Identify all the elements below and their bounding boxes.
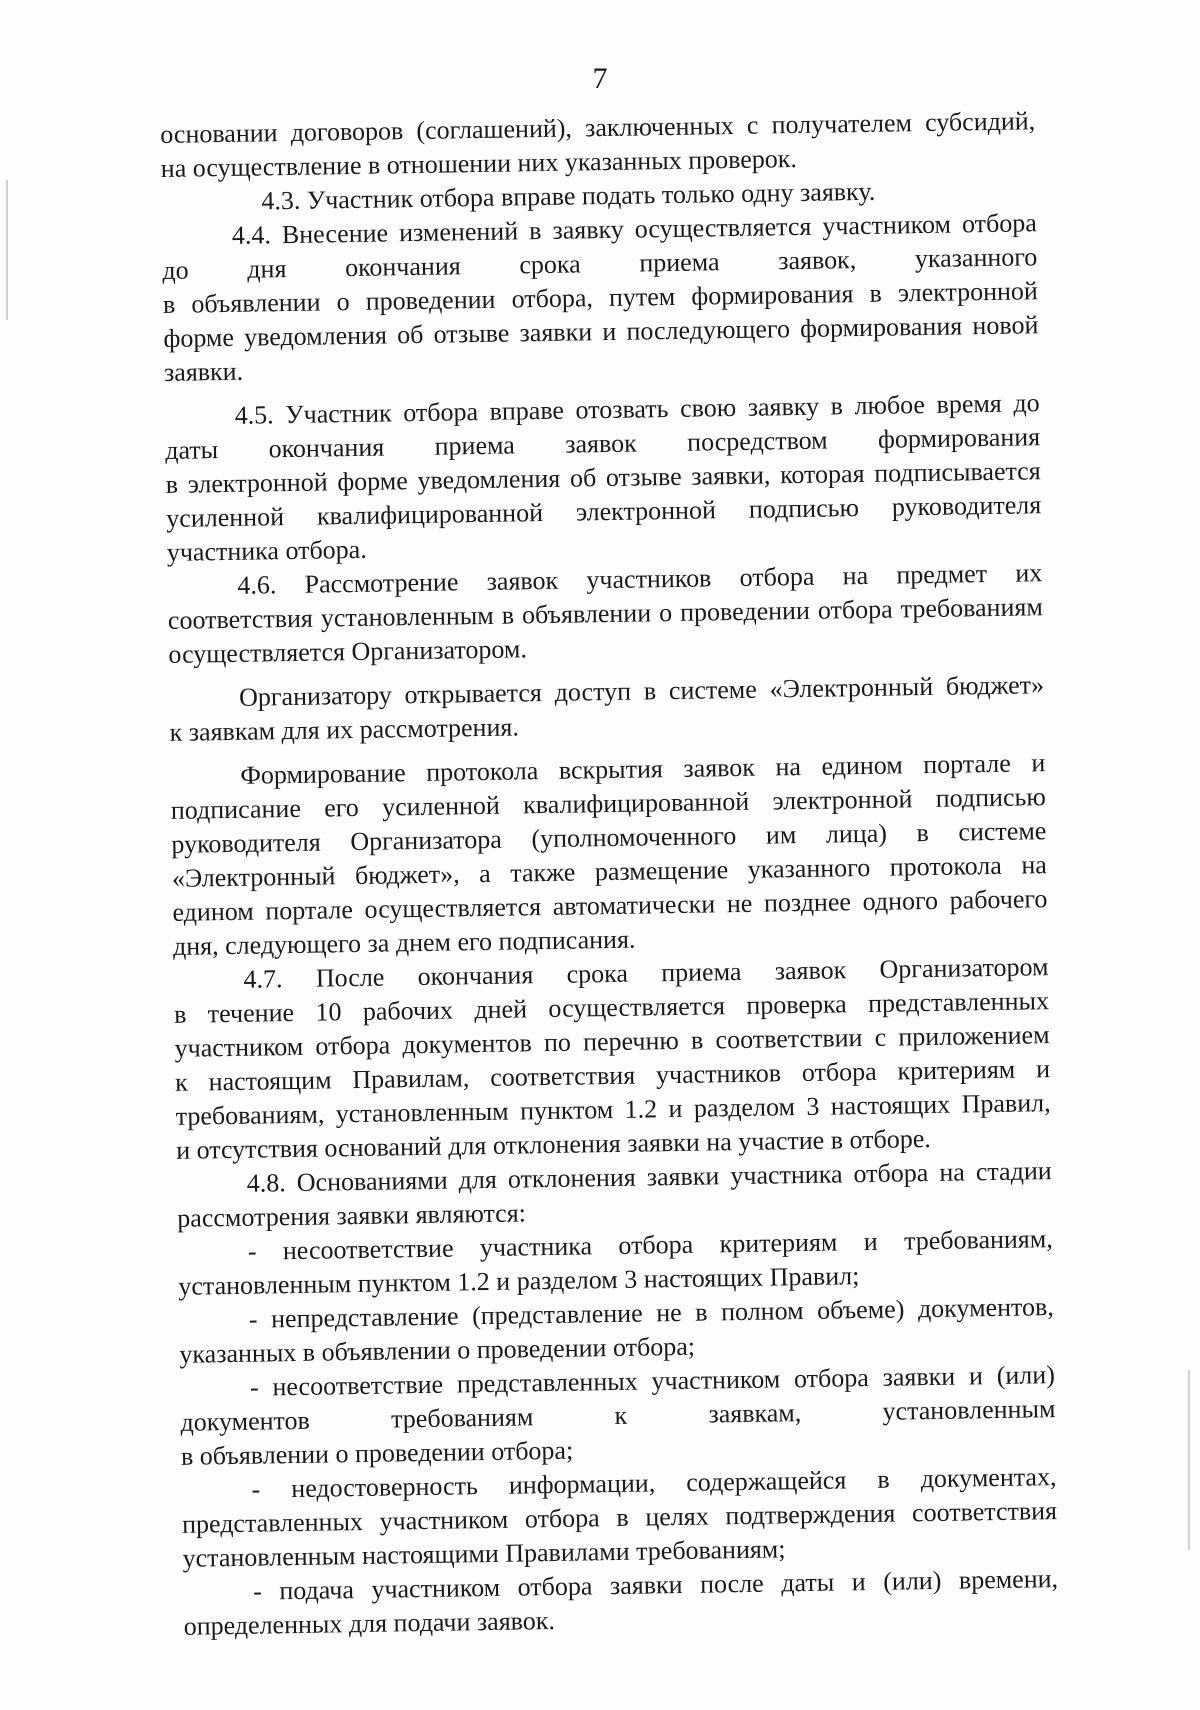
text-line: 4.3. Участник отбора вправе подать только одну заявку. xyxy=(261,176,876,216)
text-line: усиленной квалифицированной электронной подписью руководителя xyxy=(166,490,1042,533)
scan-artifact xyxy=(1188,1370,1190,1550)
text-line: - несоответствие участника отбора критериям и требованиям, xyxy=(247,1224,1053,1266)
text-line: заявки. xyxy=(163,356,244,387)
text-line: установленным пунктом 1.2 и разделом 3 настоящих Правил; xyxy=(178,1261,860,1301)
text-line: форме уведомления об отзыве заявки и последующего формирования новой xyxy=(163,310,1039,353)
text-line: 4.5. Участник отбора вправе отозвать свою заявку в любое время до xyxy=(234,388,1040,430)
text-line: «Электронный бюджет», а также размещение указанного протокола на xyxy=(171,850,1048,893)
text-line: определенных для подачи заявок. xyxy=(183,1605,556,1641)
text-line: к настоящим Правилам, соответствия участников отбора критериям и xyxy=(174,1054,1051,1097)
text-line: - подача участником отбора заявки после даты и (или) времени, xyxy=(252,1564,1059,1606)
text-line: осуществляется Организатором. xyxy=(168,634,528,669)
text-line: 4.6. Рассмотрение заявок участников отбора на предмет их xyxy=(237,558,1043,600)
text-line: к заявкам для их рассмотрения. xyxy=(169,712,520,747)
text-line: до дня окончания срока приема заявок, указанного xyxy=(162,242,1038,285)
text-line: соответствия установленным в объявлении о проведении отбора требованиям xyxy=(167,592,1044,635)
text-line: требованиям, установленным пунктом 1.2 и разделом 3 настоящих Правил, xyxy=(175,1088,1051,1131)
text-line: участником отбора документов по перечню в соответствии с приложением xyxy=(174,1020,1050,1063)
text-line: 4.4. Внесение изменений в заявку осуществляется участником отбора xyxy=(231,208,1037,250)
text-line: - непредставление (представление не в полном объеме) документов, xyxy=(248,1292,1055,1334)
text-line: в объявлении о проведении отбора, путем формирования в электронной xyxy=(162,276,1039,319)
text-line: - несоответствие представленных участником отбора заявки и (или) xyxy=(249,1360,1056,1402)
text-line: документов требованиям к заявкам, установленным xyxy=(180,1394,1056,1437)
text-line: 4.8. Основаниями для отклонения заявки участника отбора на стадии xyxy=(246,1156,1052,1198)
text-line: основании договоров (соглашений), заключенных с получателем субсидий, xyxy=(160,106,1036,149)
text-line: Формирование протокола вскрытия заявок на едином портале и xyxy=(240,748,1046,790)
text-line: на осуществление в отношении них указанных проверок. xyxy=(160,144,798,183)
text-line: едином портале осуществляется автоматически не позднее одного рабочего xyxy=(172,884,1048,927)
text-line: 4.7. После окончания срока приема заявок Организатором xyxy=(243,952,1049,994)
text-line: руководителя Организатора (уполномоченного им лица) в системе xyxy=(171,816,1047,859)
scan-artifact xyxy=(6,180,8,320)
text-line: - недостоверность информации, содержащейся в документах, xyxy=(251,1462,1057,1504)
text-line: и отсутствия оснований для отклонения заявки на участие в отборе. xyxy=(175,1124,931,1165)
text-line: даты окончания приема заявок посредством формирования xyxy=(164,422,1041,465)
text-line: указанных в объявлении о проведении отбора; xyxy=(179,1331,696,1369)
document-body xyxy=(160,104,1059,1644)
text-line: в объявлении о проведении отбора; xyxy=(180,1435,574,1471)
text-line: представленных участником отбора в целях подтверждения соответствия xyxy=(181,1496,1058,1539)
text-line: подписание его усиленной квалифицированной электронной подписью xyxy=(170,782,1046,825)
text-line: в течение 10 рабочих дней осуществляется проверка представленных xyxy=(173,986,1050,1029)
text-line: установленным настоящими Правилами требованиям; xyxy=(182,1534,786,1573)
text-line: дня, следующего за днем его подписания. xyxy=(172,924,636,961)
text-line: рассмотрения заявки являются: xyxy=(177,1198,527,1233)
text-line: участника отбора. xyxy=(166,534,367,567)
page-number: 7 xyxy=(592,62,608,95)
text-line: в электронной форме уведомления об отзыве заявки, которая подписывается xyxy=(165,456,1041,499)
text-line: Организатору открывается доступ в системе «Электронный бюджет» xyxy=(238,670,1045,712)
